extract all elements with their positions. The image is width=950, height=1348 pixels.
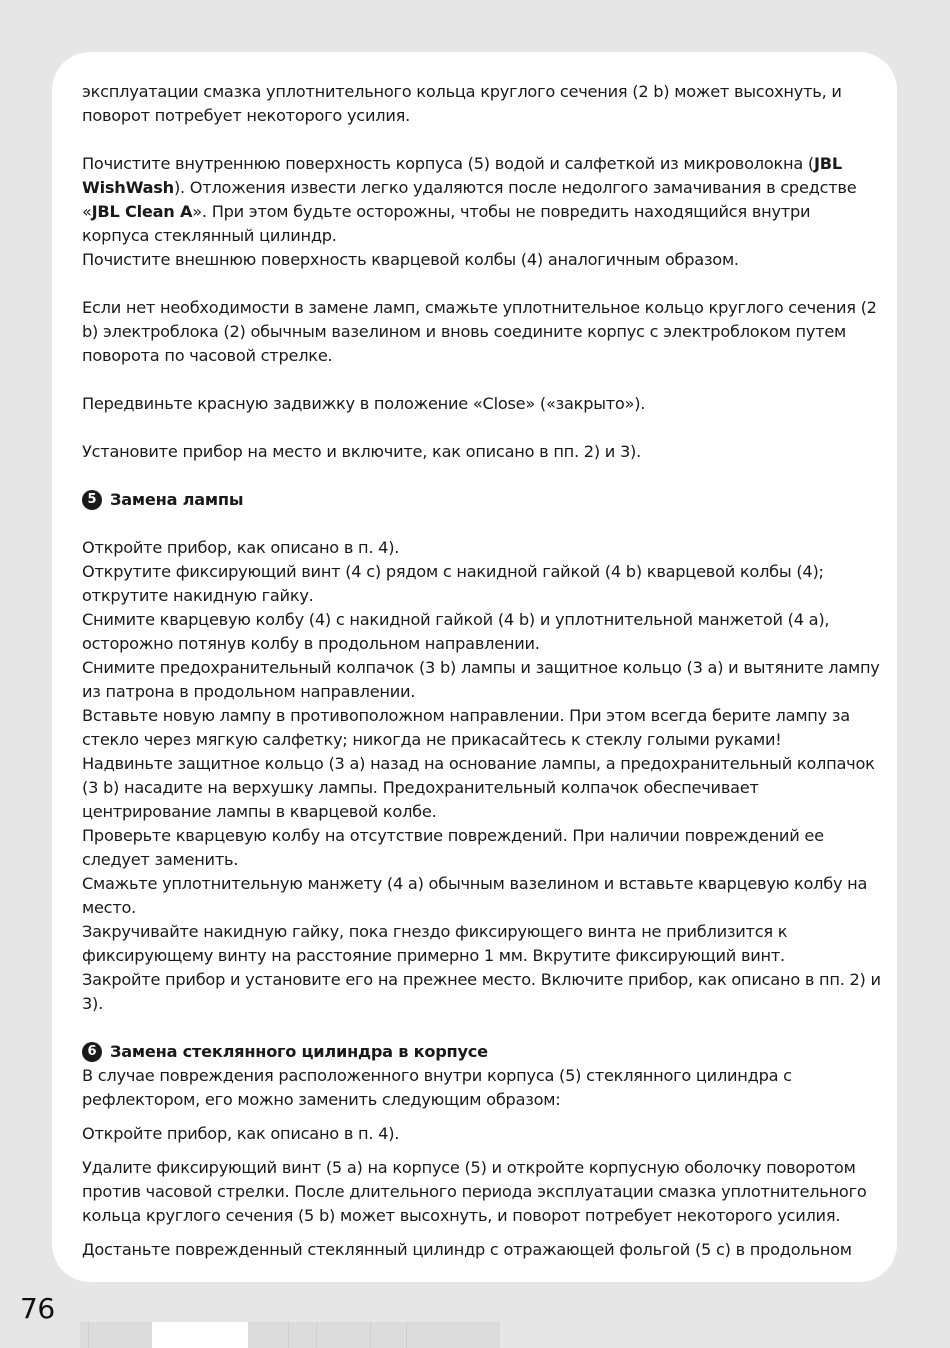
footer-tick — [288, 1322, 289, 1348]
paragraph — [82, 1064, 882, 1112]
section-title: Замена стеклянного цилиндра в корпусе — [110, 1042, 488, 1061]
text-run: Надвиньте защитное кольцо (3 a) назад на основание лампы, а предохранительный колпачок (3 b) насадите на верхушку лампы. Предохранительный колпачок обеспечивает центрирование лампы в кварцевой колбе. — [82, 754, 875, 821]
paragraph-spacer — [82, 1146, 882, 1156]
text-run: Снимите кварцевую колбу (4) с накидной гайкой (4 b) и уплотнительной манжетой (4 a), осторожно потянув колбу в продольном направлении. — [82, 610, 830, 653]
footer-segment — [248, 1322, 500, 1348]
section-heading — [82, 1040, 882, 1064]
paragraph-spacer — [82, 512, 882, 536]
text-run: Откройте прибор, как описано в п. 4). — [82, 538, 400, 557]
text-run: Удалите фиксирующий винт (5 a) на корпусе (5) и откройте корпусную оболочку поворотом против часовой стрелки. После длительного периода эксплуатации смазка уплотнительного кольца круглого сечения (5 b) может высохнуть, и поворот потребует некоторого усилия. — [82, 1158, 867, 1225]
paragraph — [82, 824, 882, 872]
footer-strip — [80, 1322, 500, 1348]
paragraph — [82, 872, 882, 920]
paragraph-spacer — [82, 1228, 882, 1238]
text-run: Закручивайте накидную гайку, пока гнездо фиксирующего винта не приблизится к фиксирующему винту на расстояние примерно 1 мм. Вкрутите фиксирующий винт. — [82, 922, 788, 965]
bold-text-run: JBL Clean A — [91, 202, 193, 221]
section-title: Замена лампы — [110, 490, 244, 509]
page-card — [52, 52, 897, 1282]
text-run: Если нет необходимости в замене ламп, смажьте уплотнительное кольцо круглого сечения (2 b) электроблока (2) обычным вазелином и вновь соедините корпус с электроблоком путем поворота по часовой стрелке. — [82, 298, 877, 365]
text-run: Снимите предохранительный колпачок (3 b) лампы и защитное кольцо (3 a) и вытяните лампу из патрона в продольном направлении. — [82, 658, 880, 701]
section-heading — [82, 488, 882, 512]
bold-text-run: JBL WishWash — [82, 154, 842, 197]
text-run: Почистите внешнюю поверхность кварцевой колбы (4) аналогичным образом. — [82, 250, 739, 269]
paragraph-spacer — [82, 128, 882, 152]
page-content — [82, 80, 882, 1262]
paragraph-spacer — [82, 1112, 882, 1122]
footer-segment-highlight — [152, 1322, 248, 1348]
paragraph — [82, 536, 882, 560]
text-run: Вставьте новую лампу в противоположном направлении. При этом всегда берите лампу за стекло через мягкую салфетку; никогда не прикасайтесь к стеклу голыми руками! — [82, 706, 850, 749]
paragraph-spacer — [82, 416, 882, 440]
footer-tick — [406, 1322, 407, 1348]
paragraph-spacer — [82, 368, 882, 392]
paragraph — [82, 968, 882, 1016]
paragraph — [82, 152, 882, 248]
text-run: ». При этом будьте осторожны, чтобы не повредить находящийся внутри корпуса стеклянный цилиндр. — [82, 202, 811, 245]
paragraph — [82, 1156, 882, 1228]
paragraph — [82, 920, 882, 968]
paragraph — [82, 704, 882, 752]
footer-segment — [80, 1322, 152, 1348]
paragraph — [82, 1122, 882, 1146]
footer-tick — [88, 1322, 89, 1348]
paragraph-spacer — [82, 272, 882, 296]
paragraph — [82, 440, 882, 464]
paragraph — [82, 656, 882, 704]
text-run: Смажьте уплотнительную манжету (4 a) обычным вазелином и вставьте кварцевую колбу на место. — [82, 874, 868, 917]
text-run: Передвиньте красную задвижку в положение «Close» («закрыто»). — [82, 394, 646, 413]
paragraph — [82, 248, 882, 272]
section-number-badge: 6 — [82, 1042, 102, 1062]
text-run: Установите прибор на место и включите, как описано в пп. 2) и 3). — [82, 442, 641, 461]
text-run: Почистите внутреннюю поверхность корпуса (5) водой и салфеткой из микроволокна ( — [82, 154, 814, 173]
text-run: Открутите фиксирующий винт (4 c) рядом с накидной гайкой (4 b) кварцевой колбы (4); открутите накидную гайку. — [82, 562, 824, 605]
paragraph — [82, 392, 882, 416]
paragraph — [82, 560, 882, 608]
paragraph — [82, 296, 882, 368]
text-run: В случае повреждения расположенного внутри корпуса (5) стеклянного цилиндра с рефлектором, его можно заменить следующим образом: — [82, 1066, 792, 1109]
footer-tick — [370, 1322, 371, 1348]
paragraph — [82, 80, 882, 128]
paragraph-spacer — [82, 464, 882, 488]
page-number: 76 — [20, 1292, 55, 1325]
paragraph — [82, 608, 882, 656]
text-run: ). Отложения извести легко удаляются после недолгого замачивания в средстве « — [82, 178, 857, 221]
text-run: Проверьте кварцевую колбу на отсутствие повреждений. При наличии повреждений ее следует заменить. — [82, 826, 824, 869]
paragraph-spacer — [82, 1016, 882, 1040]
text-run: Закройте прибор и установите его на прежнее место. Включите прибор, как описано в пп. 2) и 3). — [82, 970, 881, 1013]
section-number-badge: 5 — [82, 490, 102, 510]
text-run: Достаньте поврежденный стеклянный цилиндр с отражающей фольгой (5 c) в продольном — [82, 1240, 852, 1259]
paragraph — [82, 1238, 882, 1262]
paragraph — [82, 752, 882, 824]
text-run: Откройте прибор, как описано в п. 4). — [82, 1124, 400, 1143]
footer-tick — [316, 1322, 317, 1348]
text-run: эксплуатации смазка уплотнительного кольца круглого сечения (2 b) может высохнуть, и поворот потребует некоторого усилия. — [82, 82, 842, 125]
